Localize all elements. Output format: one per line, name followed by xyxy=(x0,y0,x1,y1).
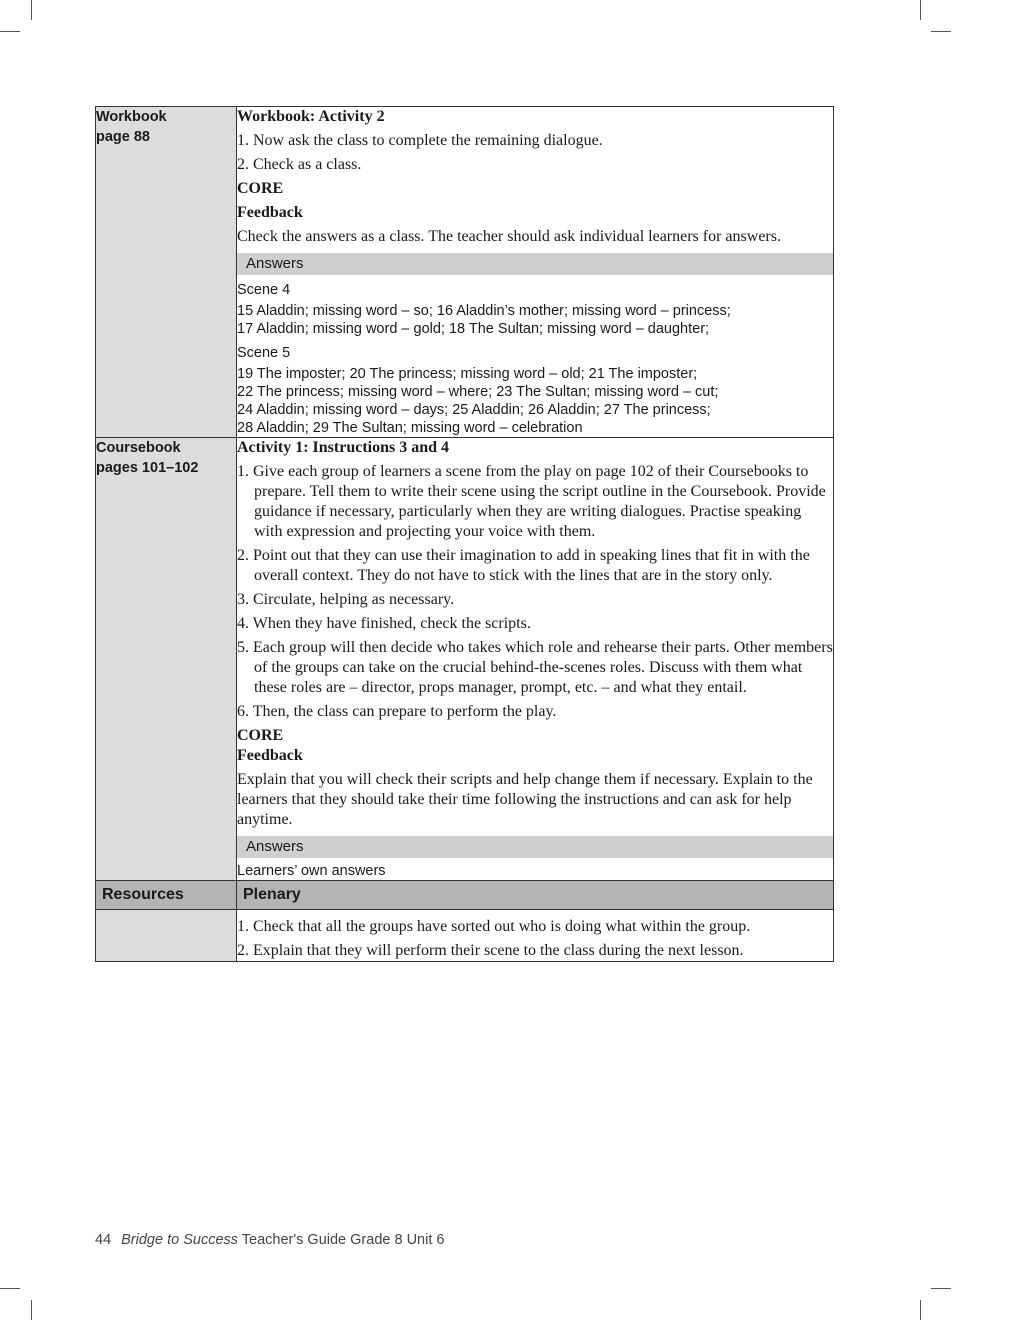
scene-label: Scene 5 xyxy=(237,345,291,361)
crop-mark xyxy=(931,31,951,32)
plenary-header-row xyxy=(96,881,834,910)
side-page: page 88 xyxy=(96,129,150,145)
answers-bar: Answers xyxy=(237,253,833,275)
resources-heading: Resources xyxy=(96,881,237,910)
step: 1. Check that all the groups have sorted out who is doing what within the group. xyxy=(237,918,751,935)
answer-line: 22 The princess; missing word – where; 23 The Sultan; missing word – cut; xyxy=(237,384,719,400)
side-label: Workbook xyxy=(96,109,167,125)
activity-heading: Workbook: Activity 2 xyxy=(237,108,385,125)
feedback-text: Check the answers as a class. The teacher should ask individual learners for answers. xyxy=(237,228,781,245)
step: 4. When they have finished, check the scripts. xyxy=(237,615,531,632)
feedback-text: Explain that you will check their scripts and help change them if necessary. Explain to the learners that they should take their time following the instructions and can ask for help anytime. xyxy=(237,771,813,828)
step: 6. Then, the class can prepare to perform the play. xyxy=(237,703,557,720)
crop-mark xyxy=(920,0,921,20)
side-page: pages 101–102 xyxy=(96,460,199,476)
workbook-activity xyxy=(237,107,834,438)
answer-line: 15 Aladdin; missing word – so; 16 Aladdin’s mother; missing word – princess; xyxy=(237,303,731,319)
step: 3. Circulate, helping as necessary. xyxy=(237,591,455,608)
workbook-reference xyxy=(96,107,237,438)
page-footer xyxy=(95,1232,444,1248)
plenary-content xyxy=(237,910,834,962)
core-label: CORE xyxy=(237,727,284,744)
crop-mark xyxy=(31,1300,32,1320)
workbook-row xyxy=(96,107,834,438)
lesson-plan-table xyxy=(95,106,834,962)
page-number: 44 xyxy=(95,1232,112,1248)
answer-line: 17 Aladdin; missing word – gold; 18 The Sultan; missing word – daughter; xyxy=(237,321,710,337)
step: 2. Check as a class. xyxy=(237,156,362,173)
crop-mark xyxy=(931,1288,951,1289)
resources-cell xyxy=(96,910,237,962)
side-label: Coursebook xyxy=(96,440,181,456)
crop-mark xyxy=(0,1288,20,1289)
step-list xyxy=(237,462,833,722)
feedback-label: Feedback xyxy=(237,747,303,764)
crop-mark xyxy=(0,31,20,32)
book-subtitle: Teacher's Guide Grade 8 Unit 6 xyxy=(241,1232,445,1248)
plenary-heading: Plenary xyxy=(237,881,834,910)
answer-line: Learners’ own answers xyxy=(237,863,386,879)
scene-label: Scene 4 xyxy=(237,282,291,298)
step: 5. Each group will then decide who takes which role and rehearse their parts. Other members of the groups can take on the crucial behind-the-scenes roles. Discuss with them what these roles are – director, props manager, prompt, etc. – and what they entail. xyxy=(237,639,833,696)
crop-mark xyxy=(920,1300,921,1320)
feedback-label: Feedback xyxy=(237,204,303,221)
crop-mark xyxy=(31,0,32,20)
activity-heading: Activity 1: Instructions 3 and 4 xyxy=(237,439,450,456)
coursebook-activity xyxy=(237,438,834,881)
step: 1. Now ask the class to complete the remaining dialogue. xyxy=(237,132,603,149)
plenary-row xyxy=(96,910,834,962)
book-title: Bridge to Success xyxy=(121,1232,239,1248)
step-list xyxy=(237,131,833,175)
coursebook-row xyxy=(96,438,834,881)
core-label: CORE xyxy=(237,180,284,197)
step: 1. Give each group of learners a scene from the play on page 102 of their Coursebooks to prepare. Tell them to write their scene using the script outline in the Coursebook. Provide guidance if necessary, particularly when they are writing dialogues. Practise speaking with expression and projecting your voice with them. xyxy=(237,463,826,540)
step: 2. Point out that they can use their imagination to add in speaking lines that fit in with the overall context. They do not have to stick with the lines that are in the story only. xyxy=(237,547,810,584)
answers-bar: Answers xyxy=(237,836,833,858)
coursebook-reference xyxy=(96,438,237,881)
answer-line: 28 Aladdin; 29 The Sultan; missing word – celebration xyxy=(237,420,583,436)
step-list xyxy=(237,917,833,961)
answer-line: 24 Aladdin; missing word – days; 25 Aladdin; 26 Aladdin; 27 The princess; xyxy=(237,402,711,418)
step: 2. Explain that they will perform their scene to the class during the next lesson. xyxy=(237,942,744,959)
answer-line: 19 The imposter; 20 The princess; missing word – old; 21 The imposter; xyxy=(237,366,698,382)
